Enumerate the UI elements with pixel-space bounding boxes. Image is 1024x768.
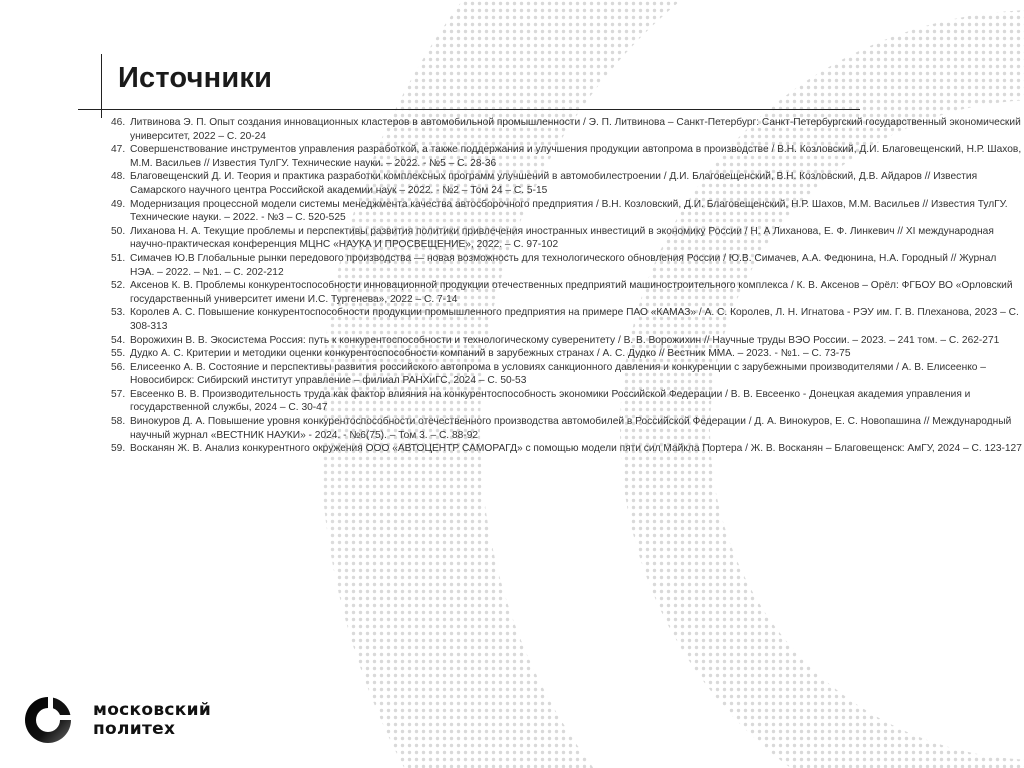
logo-line-2: политех bbox=[93, 719, 176, 739]
reference-item bbox=[111, 252, 1023, 279]
reference-number: 59. bbox=[111, 443, 126, 455]
reference-number: 58. bbox=[111, 416, 126, 428]
reference-number: 51. bbox=[111, 252, 126, 264]
reference-text: Аксенов К. В. Проблемы конкурентоспособности инновационной продукции отечественных предприятий машиностроительного комплекса / К. В. Аксенов – Орёл: ФГБОУ ВО «Орловский государственный университет имени И.С. Тургенева», 2022 – С. 7-14 bbox=[130, 280, 1013, 305]
reference-item bbox=[111, 415, 1023, 442]
reference-item bbox=[111, 143, 1023, 170]
reference-item bbox=[111, 170, 1023, 197]
reference-text: Модернизация процессной модели системы менеджмента качества автосборочного предприятия / В.Н. Козловский, Д.И. Благовещенский, Н.Р. Шахов, М.М. Васильев // Известия ТулГУ. Технические науки. – 2022. - №3 – С. 520-525 bbox=[130, 198, 1008, 224]
reference-text: Благовещенский Д. И. Теория и практика разработки комплексных программ улучшений в автомобилестроении / Д.И. Благовещенский, В.Н. Козловский, Д.В. Айдаров // Известия Самарского научного центра Российской академии наук – 2022. - №2 – Том 24 – С. 5-15 bbox=[130, 171, 978, 196]
reference-text: Королев А. С. Повышение конкурентоспособности продукции промышленного предприятия на примере ПАО «КАМАЗ» / А. С. Королев, Л. Н. Игнатова - РЭУ им. Г. В. Плеханова, 2023 – С. 308-313 bbox=[130, 307, 1019, 332]
logo-line-1: московский bbox=[93, 700, 212, 720]
reference-item bbox=[111, 442, 1023, 456]
reference-text: Литвинова Э. П. Опыт создания инновационных кластеров в автомобильной промышленности / Э. П. Литвинова – Санкт-Петербург: Санкт-Петербургский государственный экономический университет, 2022 – С. 20-24 bbox=[130, 117, 1021, 142]
reference-text: Елисеенко А. В. Состояние и перспективы развития российского автопрома в условиях санкционного давления и конкуренции с зарубежными производителями / А. В. Елисеенко – Новосибирск: Сибирский институт управление – филиал РАНХиГС, 2024 – С. 50-53 bbox=[130, 361, 986, 387]
references-list bbox=[111, 116, 1023, 456]
reference-number: 50. bbox=[111, 225, 126, 237]
logo-ring-icon bbox=[22, 694, 74, 746]
reference-text: Восканян Ж. В. Анализ конкурентного окружения ООО «АВТОЦЕНТР САМОРАГД» с помощью модели пяти сил Майкла Портера / Ж. В. Восканян – Благовещенск: АмГУ, 2024 – С. 123-127 bbox=[130, 443, 1022, 455]
reference-text: Винокуров Д. А. Повышение уровня конкурентоспособности отечественного производства автомобилей в Российской Федерации / Д. А. Винокуров, Е. С. Новопашина // Международный научный журнал «ВЕСТНИК НАУКИ» - 2024. - №6(75). – Том 3. – С. 88-92 bbox=[130, 416, 1012, 441]
reference-item bbox=[111, 279, 1023, 306]
reference-text: Совершенствование инструментов управления разработкой, а также поддержания и улучшения продукции автопрома в производстве / В.Н. Козловский, Д.И. Благовещенский, Н.Р. Шахов, М.М. Васильев // Известия ТулГУ. Технические науки. – 2022. - №5 – С. 28-36 bbox=[130, 144, 1022, 169]
page-title: Источники bbox=[118, 62, 273, 94]
reference-item bbox=[111, 388, 1023, 415]
reference-number: 49. bbox=[111, 198, 126, 210]
reference-number: 54. bbox=[111, 334, 126, 346]
reference-text: Евсеенко В. В. Производительность труда как фактор влияния на конкурентоспособность экономики Российской Федерации / В. В. Евсеенко - Донецкая академия управления и государственной службы, 2024 – С. 30-47 bbox=[130, 388, 971, 414]
reference-text: Симачев Ю.В Глобальные рынки передового производства — новая возможность для технологического обновления России / Ю.В. Симачев, А.А. Федюнина, Н.А. Городный // Журнал НЭА. – 2022. – №1. – С. 202-212 bbox=[130, 252, 997, 278]
reference-text: Ворожихин В. В. Экосистема Россия: путь к конкурентоспособности и технологическому суверенитету / В. В. Ворожихин // Научные труды ВЭО России. – 2023. – 241 том. – С. 262-271 bbox=[130, 334, 1000, 346]
reference-number: 46. bbox=[111, 117, 126, 128]
reference-number: 48. bbox=[111, 171, 126, 183]
reference-item bbox=[111, 306, 1023, 333]
reference-item bbox=[111, 334, 1023, 348]
title-horizontal-rule bbox=[78, 109, 860, 110]
reference-number: 56. bbox=[111, 361, 126, 373]
reference-number: 53. bbox=[111, 307, 126, 319]
reference-text: Лиханова Н. А. Текущие проблемы и перспективы развития политики привлечения иностранных инвестиций в экономику России / Н. А Лиханова, Е. Ф. Линкевич // XI международная научно-практическая конференция МЦНС «НАУКА И ПРОСВЕЩЕНИЕ», 2022. – С. 97-102 bbox=[130, 225, 994, 251]
reference-text: Дудко А. С. Критерии и методики оценки конкурентоспособности компаний в зарубежных странах / А. С. Дудко // Вестник ММА. – 2023. - №1. – С. 73-75 bbox=[130, 348, 851, 360]
logo bbox=[22, 694, 211, 746]
reference-item bbox=[111, 225, 1023, 252]
reference-number: 47. bbox=[111, 144, 126, 156]
reference-number: 55. bbox=[111, 348, 126, 360]
reference-number: 57. bbox=[111, 388, 126, 400]
reference-item bbox=[111, 116, 1023, 143]
reference-item bbox=[111, 361, 1023, 388]
logo-text bbox=[93, 701, 211, 739]
reference-item bbox=[111, 198, 1023, 225]
reference-number: 52. bbox=[111, 280, 126, 292]
reference-item bbox=[111, 347, 1023, 361]
